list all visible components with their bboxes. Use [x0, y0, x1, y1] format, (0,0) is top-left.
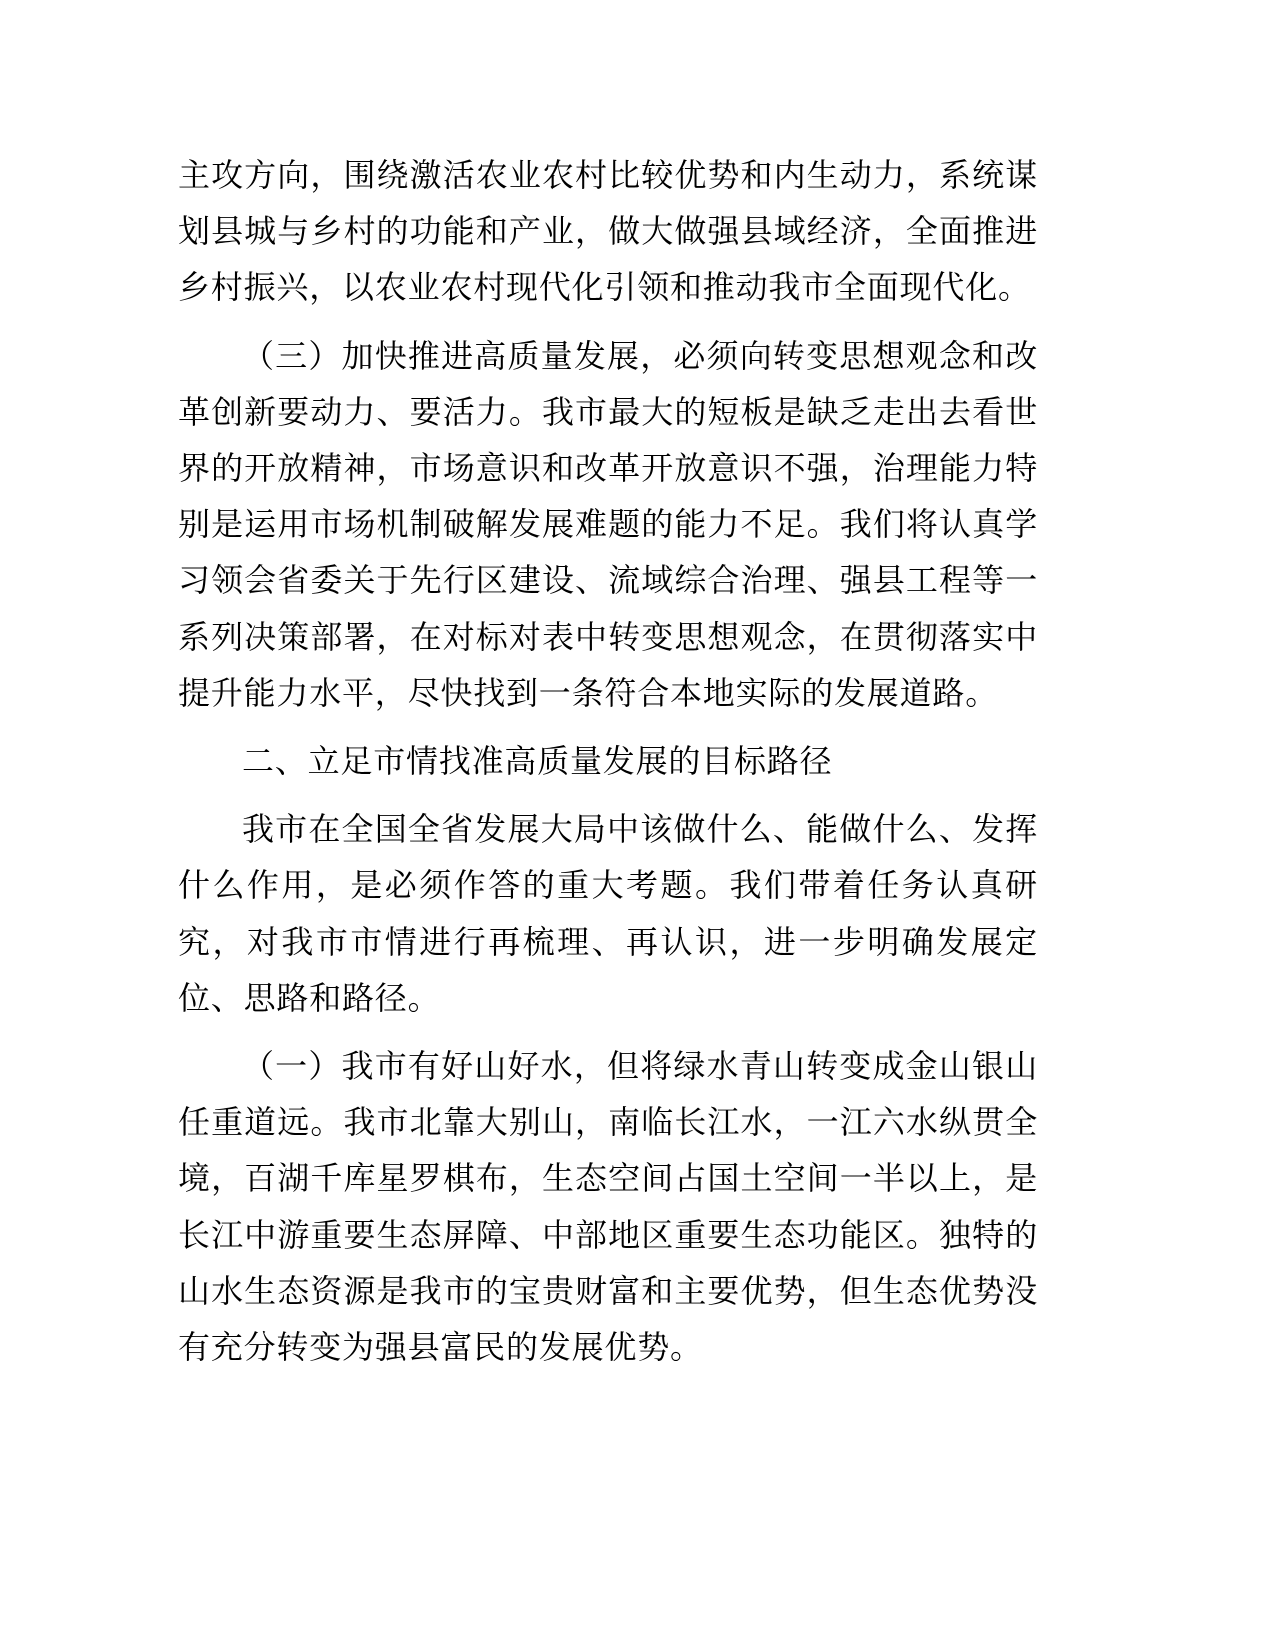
- document-body: [178, 147, 1038, 1375]
- paragraph-section-one: （一）我市有好山好水，但将绿水青山转变成金山银山任重道远。我市北靠大别山，南临长江水，一江六水纵贯全境，百湖千库星罗棋布，生态空间占国土空间一半以上，是长江中游重要生态屏障、中部地区重要生态功能区。独特的山水生态资源是我市的宝贵财富和主要优势，但生态优势没有充分转变为强县富民的发展优势。: [178, 1047, 1038, 1367]
- paragraph-section-three: （三）加快推进高质量发展，必须向转变思想观念和改革创新要动力、要活力。我市最大的短板是缺乏走出去看世界的开放精神，市场意识和改革开放意识不强，治理能力特别是运用市场机制破解发展难题的能力不足。我们将认真学习领会省委关于先行区建设、流域综合治理、强县工程等一系列决策部署，在对标对表中转变思想观念，在贯彻落实中提升能力水平，尽快找到一条符合本地实际的发展道路。: [178, 336, 1038, 712]
- section-heading-two: 二、立足市情找准高质量发展的目标路径: [242, 742, 833, 781]
- paragraph-continuation: 主攻方向，围绕激活农业农村比较优势和内生动力，系统谋划县城与乡村的功能和产业，做大做强县域经济，全面推进乡村振兴，以农业农村现代化引领和推动我市全面现代化。: [178, 156, 1038, 307]
- paragraph-intro: 我市在全国全省发展大局中该做什么、能做什么、发挥什么作用，是必须作答的重大考题。我们带着任务认真研究，对我市市情进行再梳理、再认识，进一步明确发展定位、思路和路径。: [178, 810, 1038, 1017]
